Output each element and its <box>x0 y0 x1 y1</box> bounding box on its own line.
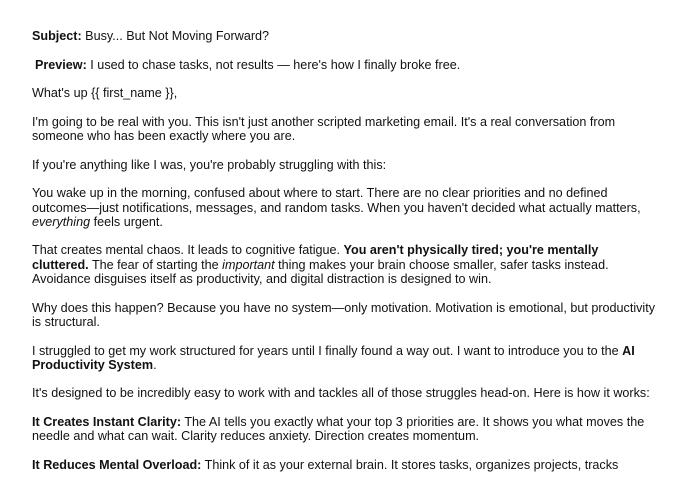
chaos-text-c: thing makes your brain choose smaller, safer tasks instead. Avoidance disguises itself as productivity, and digital distraction is designed to win. <box>32 257 609 287</box>
feature-overload <box>32 458 658 472</box>
product-name: AI Productivity System <box>32 343 635 372</box>
feature-clarity <box>32 415 658 444</box>
paragraph-chaos <box>32 243 658 286</box>
preview-line <box>32 58 658 72</box>
subject-line <box>32 29 658 43</box>
preview-label: Preview: <box>35 57 87 72</box>
chaos-text-a: That creates mental chaos. It leads to cognitive fatigue. <box>32 243 344 258</box>
paragraph-intro: I'm going to be real with you. This isn't just another scripted marketing email. It's a real conversation from someone who has been exactly where you are. <box>32 114 616 144</box>
chaos-strong: You aren't physically tired; you're mentally cluttered. <box>32 243 599 272</box>
paragraph-morning <box>32 186 658 229</box>
chaos-text-b: The fear of starting the <box>88 257 223 272</box>
email-body <box>32 29 658 487</box>
feature-overload-text: Think of it as your external brain. It stores tasks, organizes projects, tracks <box>201 457 619 472</box>
paragraph-how-it-works: It's designed to be incredibly easy to work with and tackles all of those struggles head-on. Here is how it works: <box>32 386 650 401</box>
paragraph-struggle: If you're anything like I was, you're probably struggling with this: <box>32 157 387 172</box>
subject-label: Subject: <box>32 29 82 43</box>
morning-text-b: feels urgent. <box>90 214 163 229</box>
paragraph-why: Why does this happen? Because you have no system—only motivation. Motivation is emotional, but productivity is structural. <box>32 300 656 329</box>
greeting: What's up {{ first_name }}, <box>32 86 178 101</box>
feature-clarity-title: It Creates Instant Clarity: <box>32 415 182 430</box>
preview-text: I used to chase tasks, not results — here's how I finally broke free. <box>86 57 461 72</box>
feature-clarity-text: The AI tells you exactly what your top 3 priorities are. It shows you what moves the needle and what can wait. Clarity reduces anxiety. Direction creates momentum. <box>32 415 645 444</box>
chaos-emphasis: important <box>222 257 275 272</box>
introduce-text-b: . <box>153 357 157 372</box>
morning-text-a: You wake up in the morning, confused about where to start. There are no clear priorities and no defined outcomes—just notifications, messages, and random tasks. When you haven't decided what actually matters, <box>32 186 641 215</box>
morning-emphasis: everything <box>32 214 91 229</box>
feature-overload-title: It Reduces Mental Overload: <box>32 457 202 472</box>
paragraph-introduce <box>32 344 658 373</box>
introduce-text-a: I struggled to get my work structured for years until I finally found a way out. I want to introduce you to the <box>32 343 623 358</box>
subject-text: Busy... But Not Moving Forward? <box>81 29 270 43</box>
